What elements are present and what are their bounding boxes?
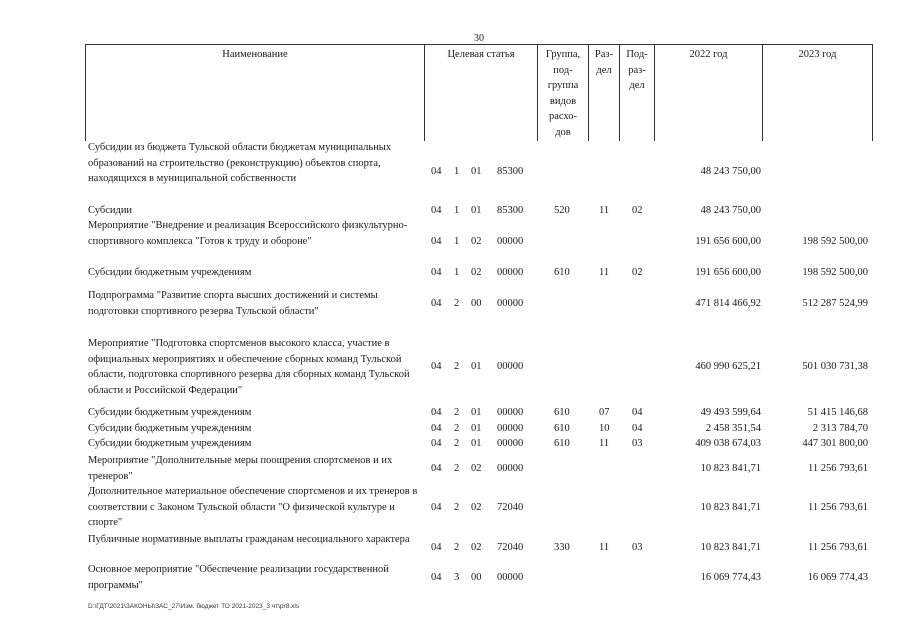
row-cell-c: 02 bbox=[471, 502, 482, 513]
row-cell-g: 03 bbox=[632, 542, 643, 553]
row-cell-d: 85300 bbox=[497, 205, 524, 216]
header-name: Наименование bbox=[86, 45, 425, 141]
row-name: Дополнительное материальное обеспечение спортсменов и их тренеров в соответствии с Законом Тульской области "О физической культуре и спорте" bbox=[88, 486, 418, 528]
row-cell-e: 610 bbox=[554, 267, 570, 278]
row-cell-e: 610 bbox=[554, 407, 570, 418]
row-cell-e: 520 bbox=[554, 205, 570, 216]
row-cell-h: 16 069 774,43 bbox=[700, 572, 761, 583]
row-cell-h: 10 823 841,71 bbox=[700, 542, 761, 553]
row-cell-g: 04 bbox=[632, 407, 643, 418]
row-cell-i: 447 301 800,00 bbox=[802, 438, 868, 449]
row-cell-h: 191 656 600,00 bbox=[695, 236, 761, 247]
row-cell-d: 00000 bbox=[497, 463, 524, 474]
row-cell-i: 512 287 524,99 bbox=[802, 298, 868, 309]
row-cell-f: 07 bbox=[599, 407, 610, 418]
row-cell-h: 409 038 674,03 bbox=[695, 438, 761, 449]
row-cell-h: 2 458 351,54 bbox=[705, 423, 761, 434]
row-cell-b: 1 bbox=[454, 166, 460, 177]
header-expense-group: Группа, под- группа видов расхо- дов bbox=[538, 45, 589, 141]
row-cell-c: 02 bbox=[471, 542, 482, 553]
row-cell-i: 11 256 793,61 bbox=[808, 463, 868, 474]
row-cell-a: 04 bbox=[431, 298, 442, 309]
row-cell-g: 04 bbox=[632, 423, 643, 434]
row-cell-c: 01 bbox=[471, 166, 482, 177]
row-cell-b: 2 bbox=[454, 502, 460, 513]
row-cell-a: 04 bbox=[431, 407, 442, 418]
header-section: Раз- дел bbox=[589, 45, 620, 141]
row-cell-i: 51 415 146,68 bbox=[807, 407, 868, 418]
row-cell-a: 04 bbox=[431, 361, 442, 372]
row-cell-i: 501 030 731,38 bbox=[802, 361, 868, 372]
row-cell-c: 01 bbox=[471, 407, 482, 418]
row-cell-c: 00 bbox=[471, 572, 482, 583]
row-name: Субсидии bbox=[88, 205, 133, 216]
row-name: Мероприятие "Дополнительные меры поощрения спортсменов и их тренеров" bbox=[88, 455, 393, 482]
row-cell-b: 3 bbox=[454, 572, 460, 583]
row-cell-i: 11 256 793,61 bbox=[808, 502, 868, 513]
row-cell-d: 00000 bbox=[497, 298, 524, 309]
row-cell-b: 2 bbox=[454, 407, 460, 418]
row-cell-a: 04 bbox=[431, 463, 442, 474]
row-cell-h: 471 814 466,92 bbox=[695, 298, 761, 309]
row-cell-h: 460 990 625,21 bbox=[695, 361, 761, 372]
row-cell-a: 04 bbox=[431, 166, 442, 177]
row-cell-e: 610 bbox=[554, 438, 570, 449]
row-cell-d: 85300 bbox=[497, 166, 524, 177]
header-subsection: Под- раз- дел bbox=[620, 45, 655, 141]
row-name: Основное мероприятие "Обеспечение реализации государственной программы" bbox=[88, 564, 389, 591]
row-cell-a: 04 bbox=[431, 236, 442, 247]
row-cell-i: 198 592 500,00 bbox=[802, 267, 868, 278]
row-cell-g: 02 bbox=[632, 205, 643, 216]
row-cell-d: 00000 bbox=[497, 423, 524, 434]
row-cell-c: 02 bbox=[471, 236, 482, 247]
row-cell-c: 01 bbox=[471, 438, 482, 449]
row-cell-i: 2 313 784,70 bbox=[812, 423, 868, 434]
row-cell-e: 610 bbox=[554, 423, 570, 434]
row-cell-b: 2 bbox=[454, 298, 460, 309]
row-cell-h: 10 823 841,71 bbox=[700, 463, 761, 474]
row-cell-f: 11 bbox=[599, 542, 610, 553]
row-name: Субсидии бюджетным учреждениям bbox=[88, 423, 252, 434]
row-name: Мероприятие "Подготовка спортсменов высокого класса, участие в официальных мероприятиях и обеспечение сборных команд Тульской области, подготовка спортивного резерва для сборных команд Тульской области и Российской Федерации" bbox=[88, 338, 410, 396]
row-cell-c: 01 bbox=[471, 205, 482, 216]
row-cell-a: 04 bbox=[431, 542, 442, 553]
row-cell-b: 2 bbox=[454, 542, 460, 553]
row-cell-h: 10 823 841,71 bbox=[700, 502, 761, 513]
row-cell-d: 72040 bbox=[497, 502, 524, 513]
row-cell-e: 330 bbox=[554, 542, 570, 553]
header-target-article: Целевая статья bbox=[425, 45, 538, 141]
table-header bbox=[85, 44, 873, 141]
row-cell-g: 03 bbox=[632, 438, 643, 449]
row-cell-i: 16 069 774,43 bbox=[807, 572, 868, 583]
header-year-2022: 2022 год bbox=[655, 45, 763, 141]
row-cell-h: 48 243 750,00 bbox=[700, 205, 761, 216]
row-cell-d: 00000 bbox=[497, 438, 524, 449]
row-cell-c: 01 bbox=[471, 361, 482, 372]
row-cell-c: 02 bbox=[471, 267, 482, 278]
row-name: Публичные нормативные выплаты гражданам несоциального характера bbox=[88, 534, 410, 545]
row-name: Субсидии бюджетным учреждениям bbox=[88, 438, 252, 449]
row-cell-a: 04 bbox=[431, 572, 442, 583]
row-name: Субсидии бюджетным учреждениям bbox=[88, 267, 252, 278]
header-year-2023: 2023 год bbox=[798, 49, 837, 60]
row-cell-d: 72040 bbox=[497, 542, 524, 553]
row-cell-f: 10 bbox=[599, 423, 610, 434]
row-cell-d: 00000 bbox=[497, 361, 524, 372]
row-cell-g: 02 bbox=[632, 267, 643, 278]
row-cell-a: 04 bbox=[431, 423, 442, 434]
row-cell-f: 11 bbox=[599, 267, 610, 278]
row-cell-f: 11 bbox=[599, 205, 610, 216]
row-cell-h: 48 243 750,00 bbox=[700, 166, 761, 177]
row-cell-b: 2 bbox=[454, 463, 460, 474]
row-cell-a: 04 bbox=[431, 205, 442, 216]
row-cell-d: 00000 bbox=[497, 572, 524, 583]
row-name: Субсидии из бюджета Тульской области бюджетам муниципальных образований на строительство (реконструкцию) объектов спорта, находящихся в муниципальной собственности bbox=[88, 142, 392, 184]
row-cell-a: 04 bbox=[431, 267, 442, 278]
row-name: Субсидии бюджетным учреждениям bbox=[88, 407, 252, 418]
row-cell-b: 1 bbox=[454, 267, 460, 278]
row-cell-a: 04 bbox=[431, 438, 442, 449]
row-cell-f: 11 bbox=[599, 438, 610, 449]
row-cell-b: 2 bbox=[454, 361, 460, 372]
row-cell-i: 198 592 500,00 bbox=[802, 236, 868, 247]
file-path-footer: D:\ГДТ\2021\ЗАКОНЫ\ЗАС_27\Изм. бюджет ТО 2021-2023_3 чт\pr8.xls bbox=[88, 603, 300, 610]
row-cell-c: 02 bbox=[471, 463, 482, 474]
row-cell-d: 00000 bbox=[497, 267, 524, 278]
row-cell-h: 49 493 599,64 bbox=[700, 407, 761, 418]
row-cell-d: 00000 bbox=[497, 407, 524, 418]
row-cell-b: 1 bbox=[454, 205, 460, 216]
row-cell-b: 2 bbox=[454, 438, 460, 449]
row-cell-b: 1 bbox=[454, 236, 460, 247]
page-number: 30 bbox=[474, 33, 484, 44]
row-name: Мероприятие "Внедрение и реализация Всероссийского физкультурно-спортивного комплекса "Готов к труду и обороне" bbox=[88, 220, 408, 247]
row-name: Подпрограмма "Развитие спорта высших достижений и системы подготовки спортивного резерва Тульской области" bbox=[88, 290, 378, 317]
row-cell-c: 01 bbox=[471, 423, 482, 434]
row-cell-i: 11 256 793,61 bbox=[808, 542, 868, 553]
row-cell-d: 00000 bbox=[497, 236, 524, 247]
row-cell-b: 2 bbox=[454, 423, 460, 434]
row-cell-c: 00 bbox=[471, 298, 482, 309]
row-cell-a: 04 bbox=[431, 502, 442, 513]
row-cell-h: 191 656 600,00 bbox=[695, 267, 761, 278]
